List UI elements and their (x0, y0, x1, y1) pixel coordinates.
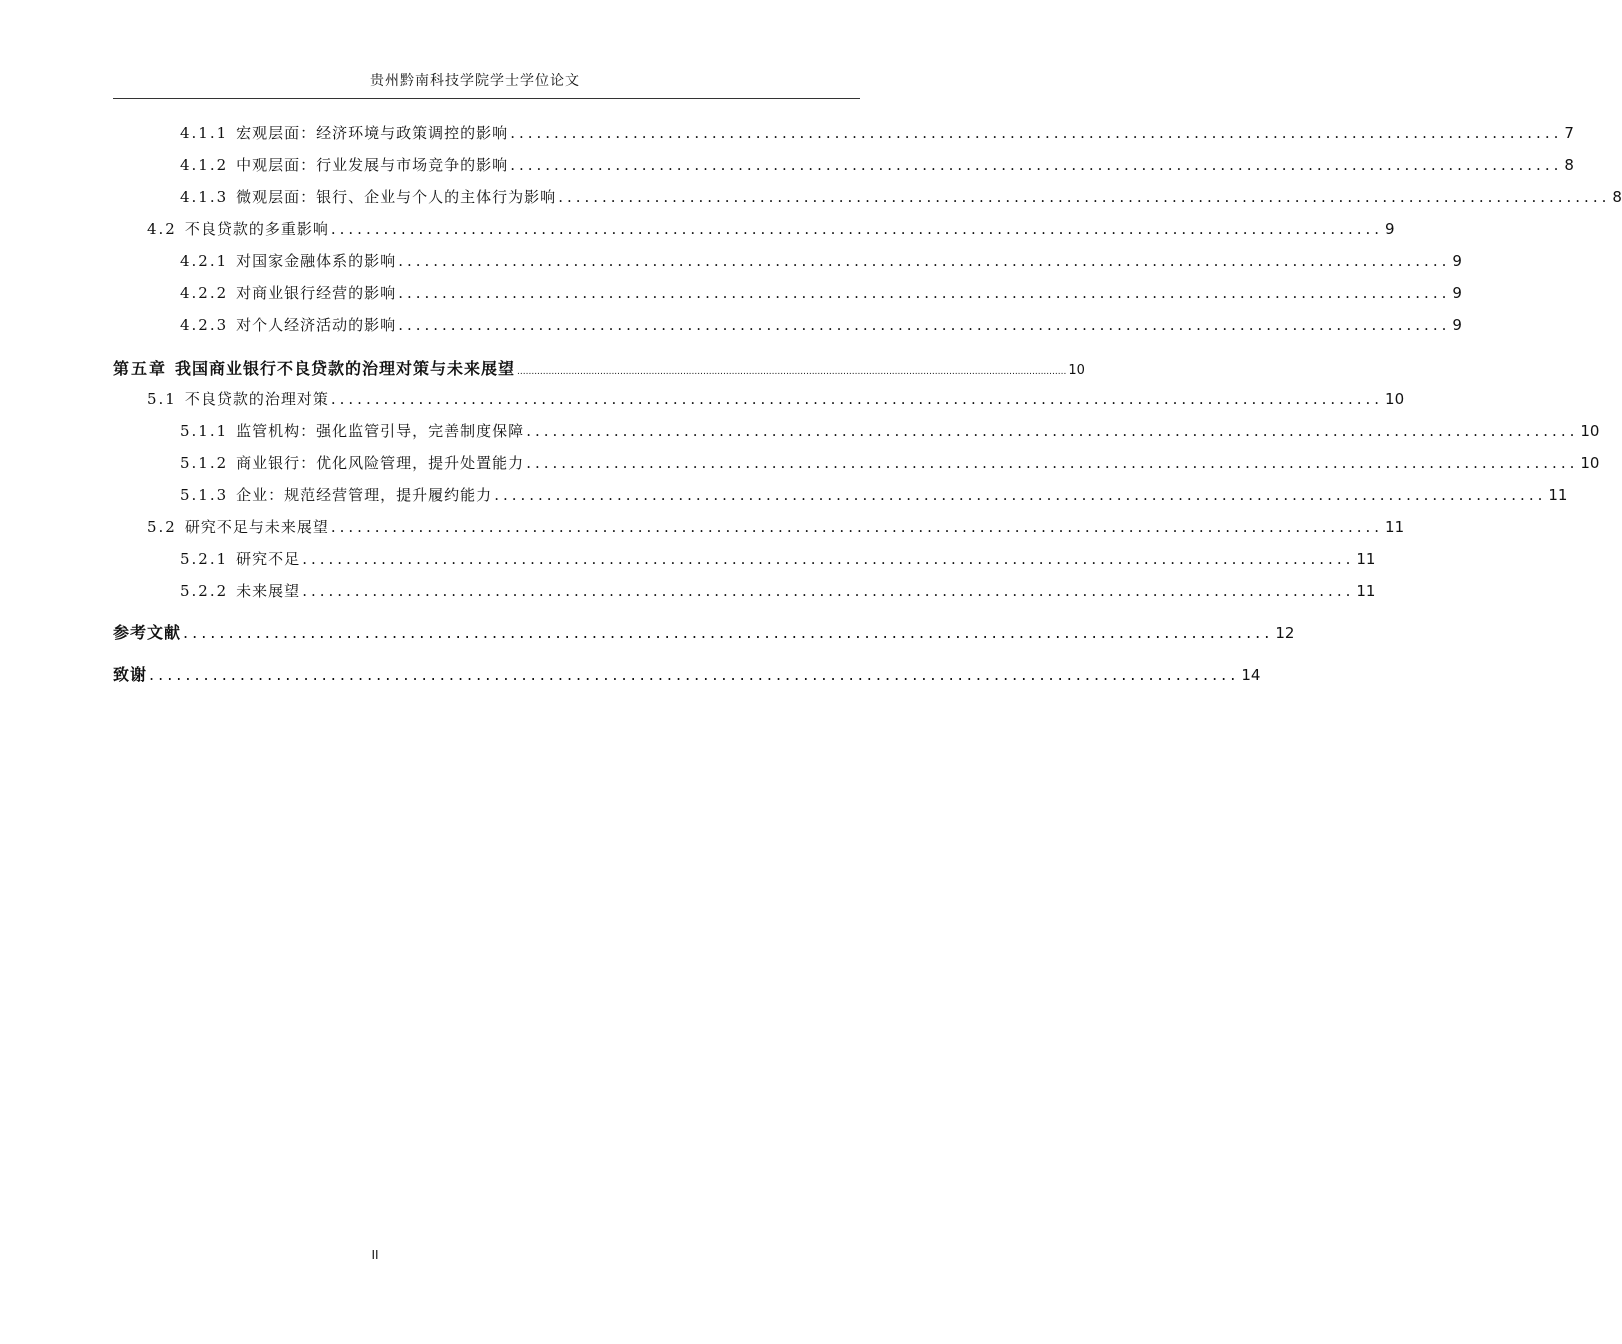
toc-dot-leader: ........................................................................................................................ (398, 252, 1451, 270)
toc-entry-number: 第五章 (113, 359, 168, 378)
toc-entry-title: 不良贷款的治理对策 (184, 390, 329, 408)
toc-entry-page: 14 (1241, 666, 1261, 684)
toc-dot-leader: ........................................................................................................................ (526, 454, 1579, 472)
toc-entry-page: 11 (1548, 486, 1568, 504)
toc-entry-5-2-2[interactable] (180, 580, 1376, 601)
toc-entry-title: 企业：规范经营管理，提升履约能力 (236, 486, 493, 504)
toc-entry-number: 5.2.1 (180, 550, 229, 568)
toc-dot-leader: ........................................................................................................................ (183, 623, 1274, 642)
toc-entry-title: 参考文献 (113, 623, 182, 642)
toc-entry-title: 商业银行：优化风险管理，提升处置能力 (236, 454, 525, 472)
toc-entry-number: 5.2.2 (180, 582, 229, 600)
toc-entry-number: 4.2 (147, 220, 177, 238)
toc-entry-title: 监管机构：强化监管引导，完善制度保障 (236, 422, 525, 440)
toc-entry-number: 4.1.2 (180, 156, 229, 174)
running-header: 贵州黔南科技学院学士学位论文 (370, 73, 580, 89)
toc-entry-page: 9 (1452, 284, 1462, 302)
toc-entry-page: 11 (1385, 518, 1405, 536)
toc-entry-5-1-2[interactable] (180, 452, 1600, 473)
toc-entry-page: 12 (1275, 624, 1295, 642)
toc-entry-4-2-3[interactable] (180, 314, 1462, 335)
toc-dot-leader: ........................................................................................................................ (330, 390, 1384, 408)
toc-entry-title: 不良贷款的多重影响 (184, 220, 329, 238)
toc-dot-leader: ........................................................................................................................ (510, 124, 1563, 142)
page-number: II (371, 1248, 379, 1262)
toc-entry-page: 8 (1564, 156, 1574, 174)
toc-entry-title: 中观层面：行业发展与市场竞争的影响 (236, 156, 509, 174)
toc-entry-5-1-1[interactable] (180, 420, 1600, 441)
toc-entry-5-1-3[interactable] (180, 484, 1568, 505)
toc-entry-page: 7 (1564, 124, 1574, 142)
toc-dot-leader: ........................................................................................................................ (330, 518, 1384, 536)
toc-entry-page: 10 (1580, 454, 1600, 472)
toc-entry-title: 对国家金融体系的影响 (236, 252, 397, 270)
toc-entry-acknowledgements[interactable] (113, 662, 1261, 685)
toc-entry-5-1[interactable] (147, 388, 1405, 409)
toc-entry-title: 微观层面：银行、企业与个人的主体行为影响 (236, 188, 557, 206)
toc-entry-page: 10 (1068, 363, 1085, 378)
toc-entry-5-2[interactable] (147, 516, 1405, 537)
toc-entry-title: 未来展望 (236, 582, 301, 600)
toc-dot-leader: ........................................................................................................................ (494, 486, 1547, 504)
toc-entry-title: 我国商业银行不良贷款的治理对策与未来展望 (175, 359, 516, 378)
toc-entry-number: 5.1.3 (180, 486, 229, 504)
toc-entry-chapter-5[interactable] (113, 356, 1085, 379)
toc-entry-references[interactable] (113, 620, 1295, 643)
toc-dot-leader: ........................................................................................................................ (398, 316, 1451, 334)
toc-entry-4-1-1[interactable] (180, 122, 1574, 143)
toc-dot-leader: ........................................................................................................................ (510, 156, 1563, 174)
toc-dot-leader: ........................................................................................................................ (302, 550, 1355, 568)
toc-entry-4-2[interactable] (147, 218, 1395, 239)
toc-entry-page: 10 (1385, 390, 1405, 408)
toc-entry-4-2-1[interactable] (180, 250, 1462, 271)
toc-entry-4-1-3[interactable] (180, 186, 1622, 207)
toc-entry-title: 致谢 (113, 665, 148, 684)
toc-entry-page: 10 (1580, 422, 1600, 440)
toc-entry-number: 4.2.1 (180, 252, 229, 270)
toc-entry-title: 宏观层面：经济环境与政策调控的影响 (236, 124, 509, 142)
toc-entry-number: 4.2.3 (180, 316, 229, 334)
toc-dot-leader: ........................................................................................................................ (526, 422, 1579, 440)
toc-entry-page: 9 (1452, 252, 1462, 270)
toc-entry-title: 研究不足 (236, 550, 301, 568)
toc-entry-page: 9 (1452, 316, 1462, 334)
toc-entry-page: 9 (1385, 220, 1395, 238)
toc-dot-leader: ........................................................................................................................ (149, 665, 1240, 684)
toc-entry-number: 4.1.3 (180, 188, 229, 206)
toc-dot-leader: ........................................................................................................................ (302, 582, 1355, 600)
toc-entry-number: 5.1.1 (180, 422, 229, 440)
toc-entry-number: 5.1 (147, 390, 177, 408)
toc-entry-4-1-2[interactable] (180, 154, 1574, 175)
toc-entry-title: 对个人经济活动的影响 (236, 316, 397, 334)
header-rule (113, 98, 860, 99)
toc-entry-page: 11 (1356, 550, 1376, 568)
toc-dot-leader: ........................................................................................................................ (398, 284, 1451, 302)
toc-entry-number: 4.2.2 (180, 284, 229, 302)
toc-entry-title: 研究不足与未来展望 (184, 518, 329, 536)
toc-entry-page: 8 (1612, 188, 1622, 206)
toc-entry-number: 4.1.1 (180, 124, 229, 142)
toc-entry-number: 5.1.2 (180, 454, 229, 472)
toc-dot-leader: ........................................................................................................................ (558, 188, 1611, 206)
toc-entry-5-2-1[interactable] (180, 548, 1376, 569)
toc-entry-4-2-2[interactable] (180, 282, 1462, 303)
toc-entry-number: 5.2 (147, 518, 177, 536)
toc-entry-page: 11 (1356, 582, 1376, 600)
toc-dot-leader: ........................................................................................................................ (330, 220, 1384, 238)
toc-entry-title: 对商业银行经营的影响 (236, 284, 397, 302)
toc-dot-leader: ................................................................................................................................................................................................ (517, 367, 1067, 377)
